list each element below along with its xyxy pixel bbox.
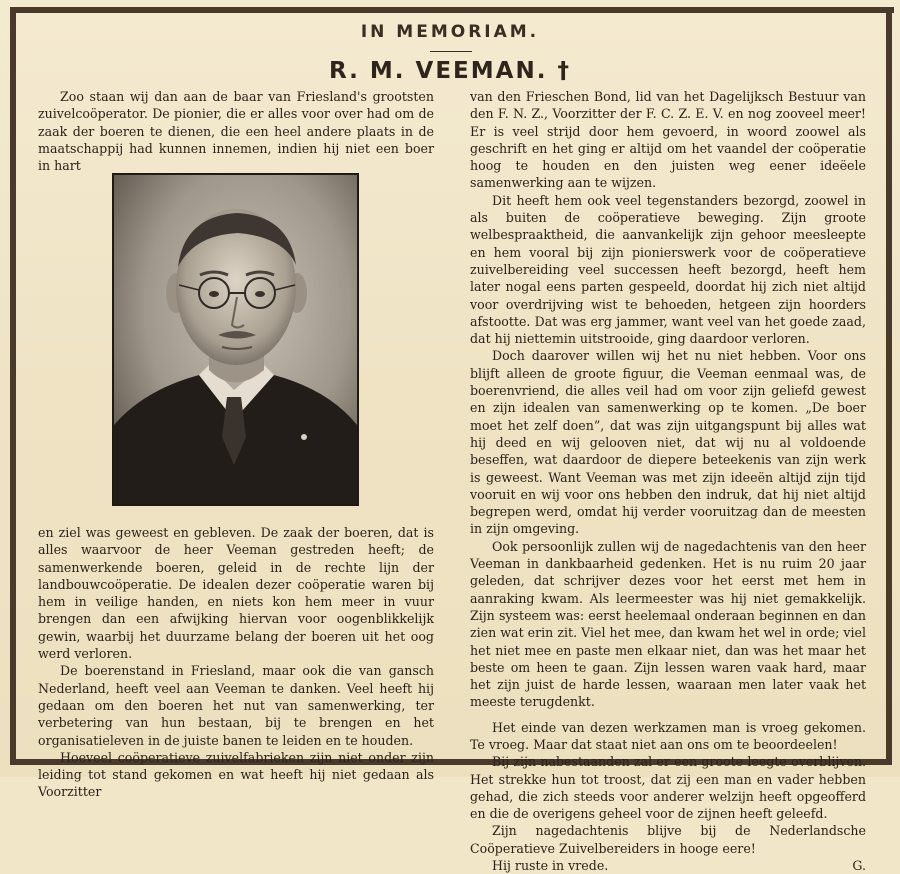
- paragraph: van den Frieschen Bond, lid van het Dagelijksch Bestuur van den F. N. Z., Voorzitter der F. C. Z. E. V. en nog zooveel meer! Er is veel strijd door hem gevoerd, in woord zoowel als geschrift en het ging er altijd om het vaandel der coöperatie hoog te houden en den juisten weg eener ideëele samenwerking aan te wijzen.: [470, 89, 866, 191]
- closing-text: Hij ruste in vrede.: [492, 858, 609, 874]
- portrait-photo-icon: [114, 175, 357, 504]
- paragraph: De boerenstand in Friesland, maar ook die van gansch Nederland, heeft veel aan Veeman te danken. Veel heeft hij gedaan om den boeren het nut van samenwerking, ter verbetering van hun bestaan, bij te brengen en het organisatieleven in de juiste banen te leiden en te houden.: [38, 663, 434, 748]
- paragraph: en ziel was geweest en gebleven. De zaak der boeren, dat is alles waarvoor de heer Veeman gestreden heeft; de samenwerkende boeren, geleid in de rechte lijn der landbouwcoöperatie. De idealen dezer coöperatie waren bij hem in veilige handen, en niets kon hem meer in vuur brengen dan een afwijking hiervan voor oogenblikkelijk gewin, waarbij het duurzame belang der boeren uit het oog werd verloren.: [38, 525, 434, 662]
- portrait-photo: [112, 173, 359, 506]
- heading: IN MEMORIAM.: [360, 22, 540, 42]
- paragraph: Zijn nagedachtenis blijve bij de Nederlandsche Coöperatieve Zuivelbereiders in hooge eere!: [470, 823, 866, 856]
- paragraph: Dit heeft hem ook veel tegenstanders bezorgd, zoowel in als buiten de coöperatieve beweging. Zijn groote welbespraaktheid, die aanvankelijk zijn gehoor meesleepte en hem vooral bij zijn pionierswerk voor de coöperatieve zuivelbereiding veel successen heeft bezorgd, heeft hem later nogal eens parten gespeeld, doordat hij zich niet altijd voor overdrijving wist te behoeden, hetgeen zijn hoorders afstootte. Dat was erg jammer, want veel van het goede zaad, dat hij niettemin uitstrooide, ging daardoor verloren.: [470, 192, 866, 347]
- deceased-name: R. M. VEEMAN. †: [329, 58, 571, 84]
- border-top: [14, 7, 894, 13]
- paragraph: Hoeveel coöperatieve zuivelfabrieken zijn niet onder zijn leiding tot stand gekomen en wat heeft hij niet gedaan als Voorzitter: [38, 749, 434, 800]
- border-right: [886, 7, 892, 765]
- left-column-top: [38, 88, 434, 174]
- paragraph: Ook persoonlijk zullen wij de nagedachtenis van den heer Veeman in dankbaarheid gedenken. Het is nu ruim 20 jaar geleden, dat schrijver dezes voor het eerst met hem in aanraking kwam. Als leermeester was hij niet gemakkelijk. Zijn systeem was: eerst heelemaal onderaan beginnen en dan zien wat erin zit. Viel het mee, dan kwam het wel in orde; viel het niet mee en paste men elkaar niet, dan was het maar het beste om heen te gaan. Zijn lessen waren vaak hard, maar het zijn juist de harde lessen, waaraan men later vaak het meeste terugdenkt.: [470, 538, 866, 710]
- heading-rule: [430, 51, 472, 52]
- paragraph: Het einde van dezen werkzamen man is vroeg gekomen. Te vroeg. Maar dat staat niet aan ons om te beoordeelen!: [470, 719, 866, 752]
- paragraph: Doch daarover willen wij het nu niet hebben. Voor ons blijft alleen de groote figuur, die Veeman eenmaal was, de boerenvriend, die alles veil had om voor zijn geliefd gewest en zijn idealen van samenwerking op te komen. „De boer moet het zelf doen”, dat was zijn uitgangspunt bij alles wat hij deed en wij gelooven niet, dat wij nu al voldoende beseffen, wat daardoor de diepere beteekenis van zijn werk is geweest. Want Veeman was met zijn ideeën altijd zijn tijd vooruit en wij voor ons hebben den indruk, dat hij niet altijd begrepen werd, omdat hij verder vooruitzag dan de meesten in zijn omgeving.: [470, 348, 866, 537]
- left-column-bottom: [38, 524, 434, 801]
- closing-line: [470, 857, 866, 874]
- paragraph: Zoo staan wij dan aan de baar van Friesland's grootsten zuivelcoöperator. De pionier, die er alles voor over had om de zaak der boeren te dienen, die een heel andere plaats in de maatschappij had kunnen innemen, indien hij niet een boer in hart: [38, 89, 434, 174]
- right-column: [470, 88, 866, 874]
- paragraph-gap: [470, 711, 866, 719]
- paragraph: Bij zijn nabestaanden zal er een groote leegte overblijven. Het strekke hun tot troost, dat zij een man en vader hebben gehad, die zich steeds voor anderer welzijn heeft opgeofferd en die de overigens geheel voor de zijnen heeft geleefd.: [470, 754, 866, 822]
- author-initial: G.: [852, 858, 866, 874]
- border-left: [10, 7, 16, 765]
